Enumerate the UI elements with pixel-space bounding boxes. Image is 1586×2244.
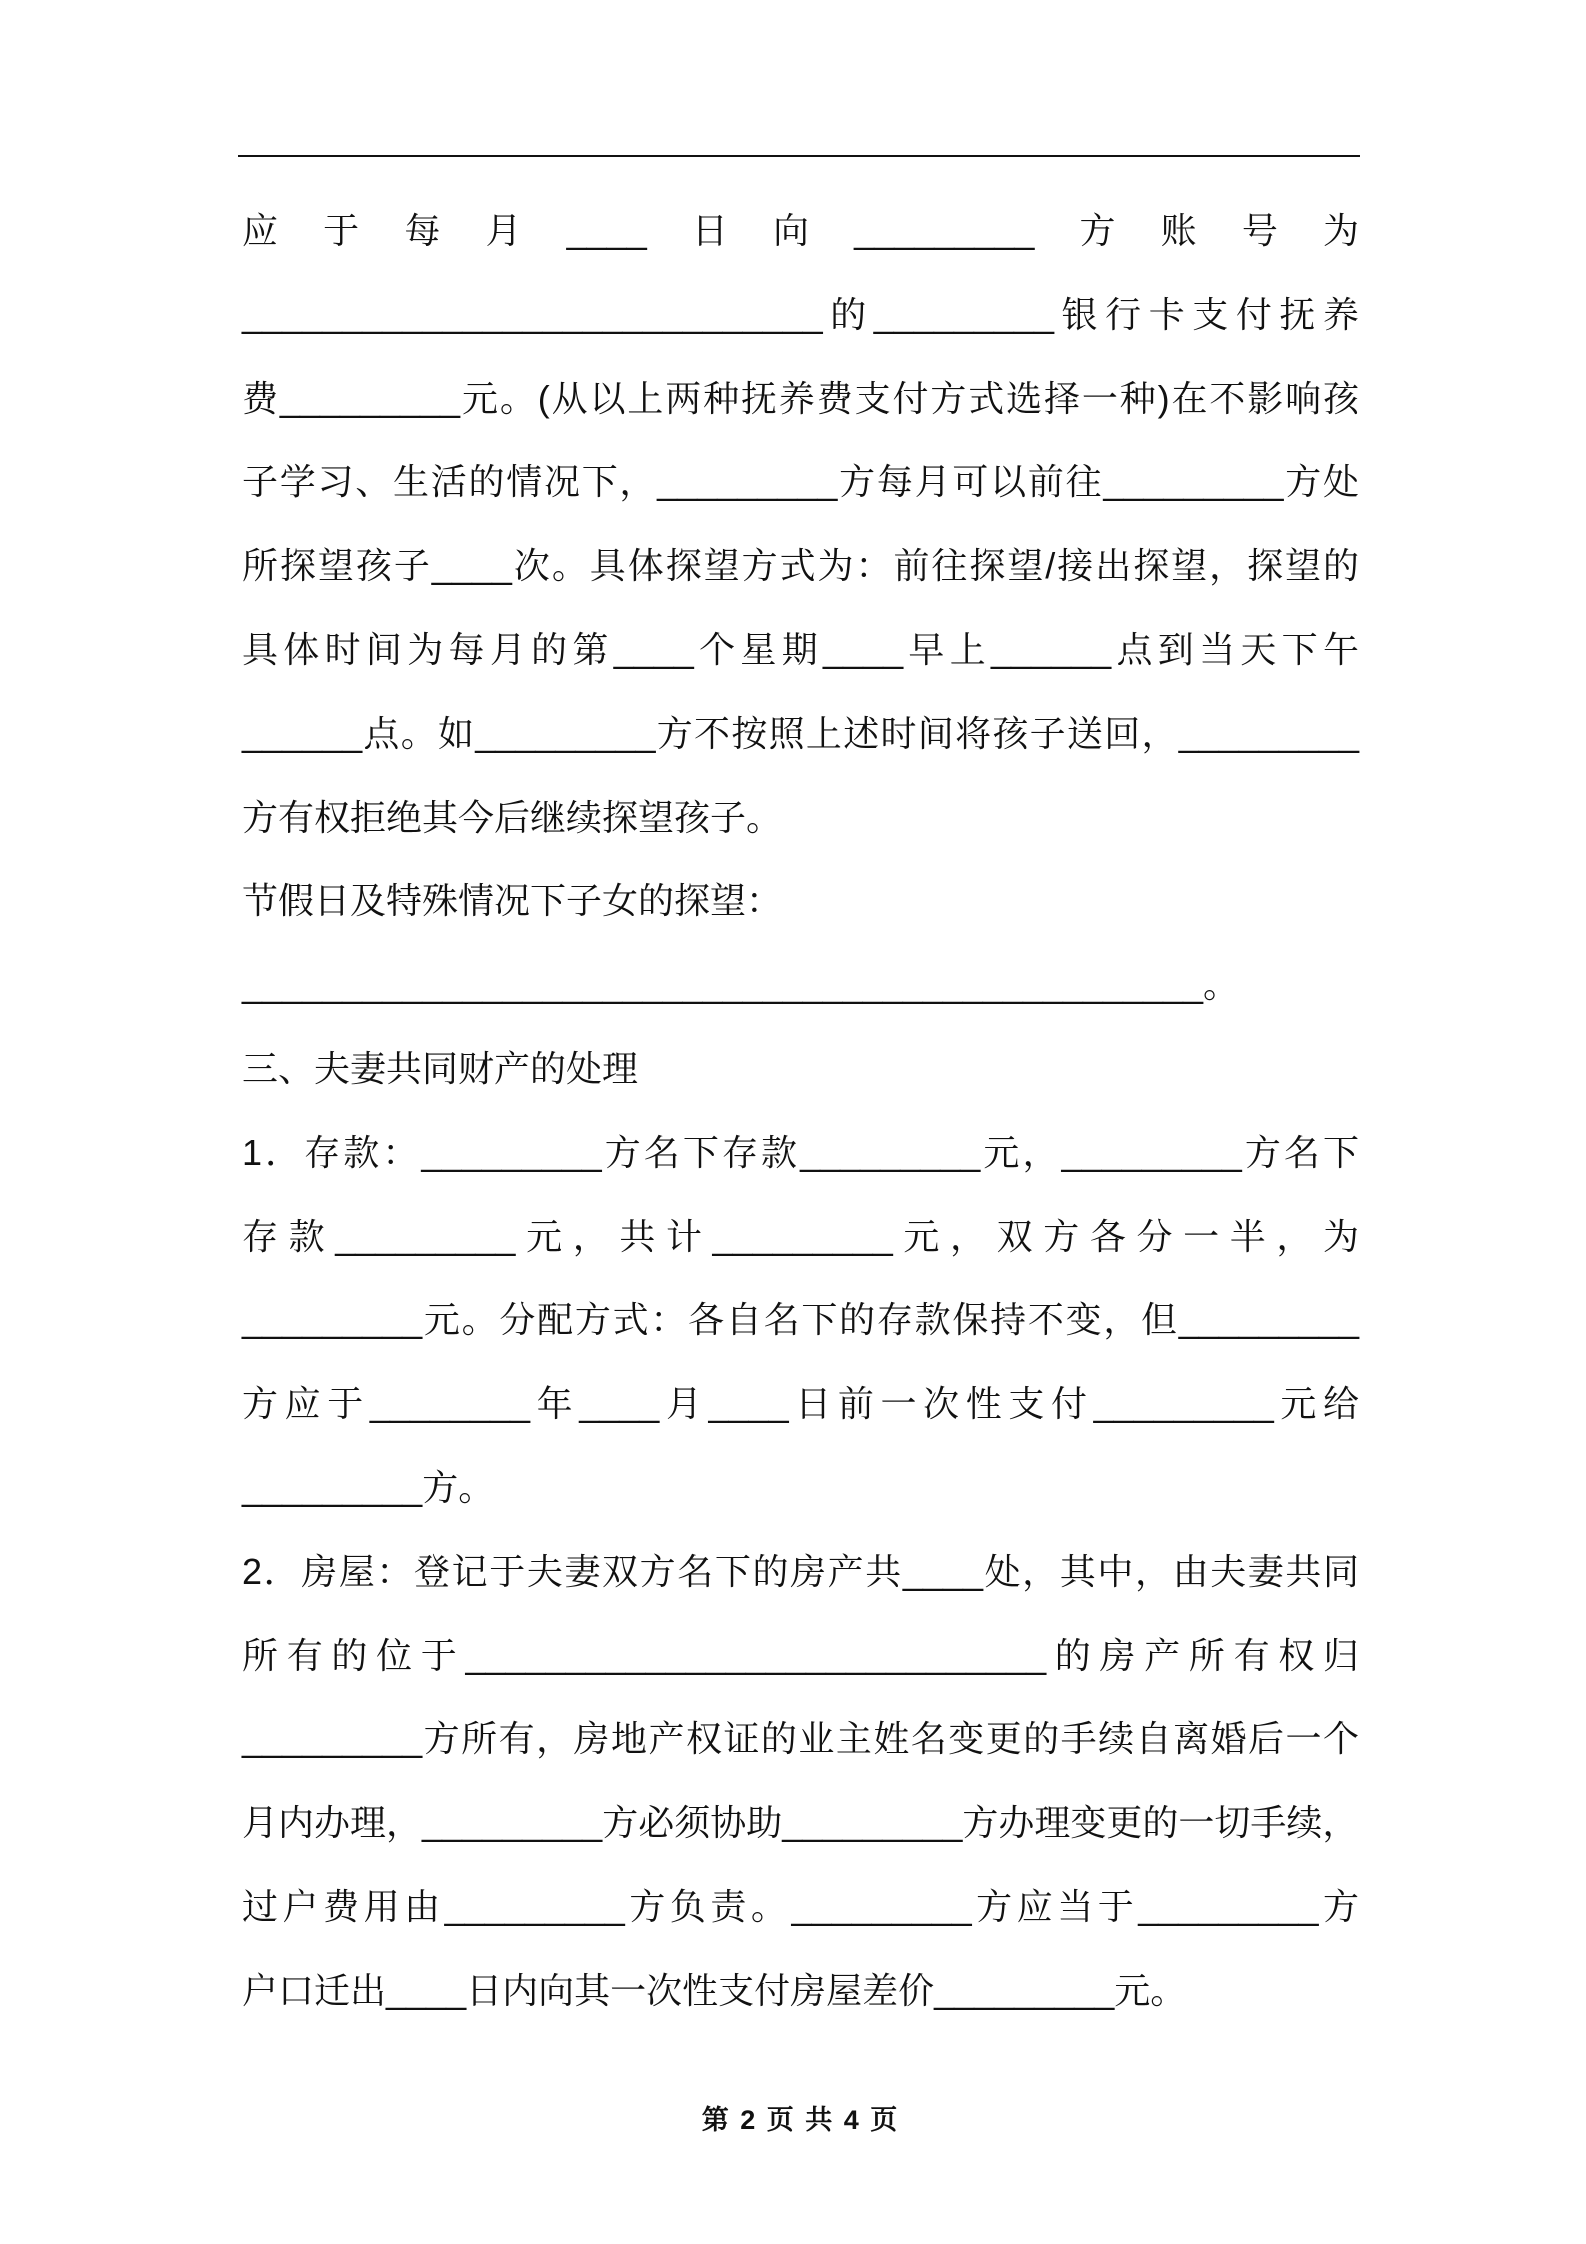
section-heading: 三、夫妻共同财产的处理: [242, 1047, 639, 1089]
text-line: _____________________________的_________银行卡支付抚养: [242, 293, 1359, 335]
text-line: ______点。如_________方不按照上述时间将孩子送回，_________: [242, 712, 1359, 754]
text-line: 方有权拒绝其今后继续探望孩子。: [242, 796, 783, 838]
text-line: 过户费用由_________方负责。_________方应当于_________方: [242, 1885, 1359, 1927]
page-number-footer: 第 2 页 共 4 页: [701, 2105, 900, 2135]
text-line: 1．存款：_________方名下存款_________元，_________方名下: [242, 1131, 1359, 1173]
text-line: 费_________元。(从以上两种抚养费支付方式选择一种)在不影响孩: [242, 377, 1359, 419]
text-line: _________方所有，房地产权证的业主姓名变更的手续自离婚后一个: [242, 1718, 1359, 1760]
deposit-clause: [242, 1111, 1359, 1530]
house-clause: [242, 1530, 1359, 2033]
text-line: 所有的位于_____________________________的房产所有权归: [242, 1634, 1359, 1676]
text-line: 子学习、生活的情况下，_________方每月可以前往_________方处: [242, 461, 1359, 503]
text-line: 应于每月____日向_________方账号为: [242, 210, 1359, 251]
blank-fill-line: ________________________________________________。: [242, 964, 1240, 1006]
text-line: 户口迁出____日内向其一次性支付房屋差价_________元。: [242, 1969, 1187, 2011]
text-line: _________元。分配方式：各自名下的存款保持不变，但_________: [242, 1299, 1359, 1341]
header-rule: [238, 155, 1360, 157]
text-line: 方应于________年____月____日前一次性支付_________元给: [242, 1383, 1359, 1425]
text-line: _________方。: [242, 1466, 495, 1508]
document-body: [242, 189, 1359, 2033]
text-line: 所探望孩子____次。具体探望方式为：前往探望/接出探望，探望的: [242, 545, 1359, 587]
text-line: 月内办理，_________方必须协助_________方办理变更的一切手续，: [242, 1802, 1359, 1844]
text-line: 具体时间为每月的第____个星期____早上______点到当天下午: [242, 628, 1359, 670]
text-line: 2．房屋：登记于夫妻双方名下的房产共____处，其中，由夫妻共同: [242, 1550, 1359, 1592]
text-line: 节假日及特殊情况下子女的探望：: [242, 880, 783, 922]
holiday-visitation-paragraph: [242, 859, 1359, 1027]
text-line: 存款_________元，共计_________元，双方各分一半，为: [242, 1215, 1359, 1257]
visitation-paragraph: [242, 189, 1359, 859]
